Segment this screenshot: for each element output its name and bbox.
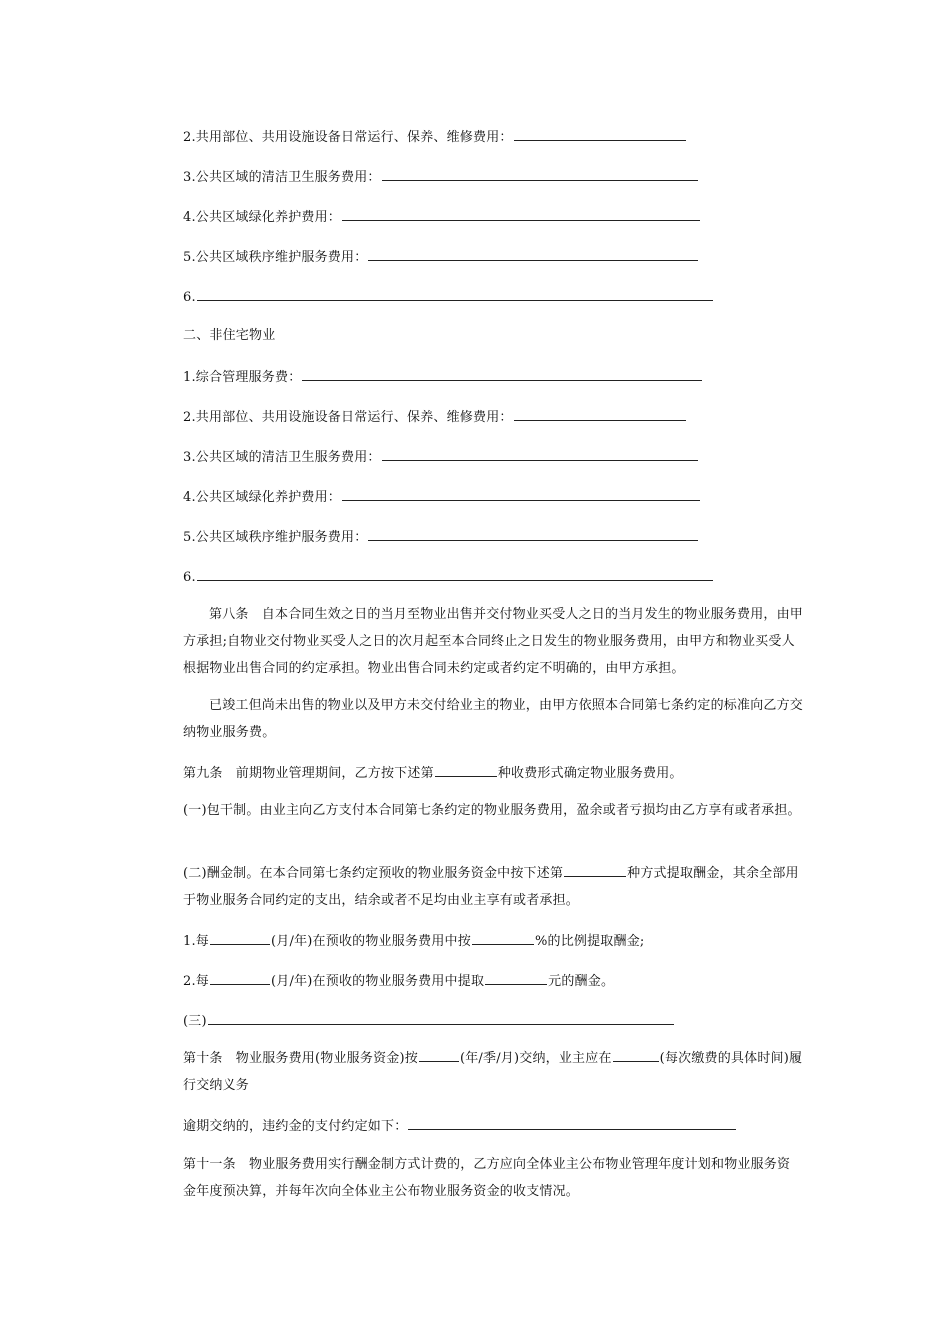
- fee-label: 2.共用部位、共用设施设备日常运行、保养、维修费用：: [183, 410, 513, 425]
- fill-blank: [514, 127, 686, 141]
- fill-blank: [419, 1048, 459, 1062]
- fee-item: [183, 527, 699, 547]
- text: 种方式提取酬金，其余全部用于物业服务合同约定的支出，结余或者不足均由业主享有或者承担。: [183, 866, 799, 908]
- fill-blank: [197, 287, 713, 301]
- reward-option-2: [183, 971, 614, 991]
- section-heading: 二、非住宅物业: [183, 328, 276, 343]
- fee-label: 3.公共区域的清洁卫生服务费用：: [183, 170, 381, 185]
- option-three: [183, 1011, 675, 1031]
- fill-blank: [408, 1116, 736, 1130]
- fill-blank: [368, 527, 698, 541]
- text: (三): [183, 1014, 207, 1029]
- text: %的比例提取酬金;: [534, 934, 645, 949]
- fill-blank: [342, 487, 700, 501]
- fill-blank: [472, 931, 534, 945]
- fill-blank: [613, 1048, 659, 1062]
- fill-blank: [210, 971, 270, 985]
- fee-label: 6.: [183, 570, 196, 585]
- fee-label: 5.公共区域秩序维护服务费用：: [183, 530, 368, 545]
- text: 种收费形式确定物业服务费用。: [497, 766, 683, 781]
- article-9-intro: [183, 763, 683, 783]
- text: 第九条 前期物业管理期间，乙方按下述第: [183, 766, 434, 781]
- fee-item: [183, 407, 687, 427]
- fee-label: 1.综合管理服务费：: [183, 370, 302, 385]
- fill-blank: [564, 863, 626, 877]
- text: 元的酬金。: [548, 974, 615, 989]
- fee-label: 6.: [183, 290, 196, 305]
- fill-blank: [208, 1011, 674, 1025]
- late-payment-clause: [183, 1116, 737, 1136]
- fill-blank: [382, 167, 698, 181]
- text: 逾期交纳的，违约金的支付约定如下：: [183, 1119, 408, 1134]
- fee-item: [183, 207, 701, 227]
- fee-label: 4.公共区域绿化养护费用：: [183, 210, 342, 225]
- fee-label: 5.公共区域秩序维护服务费用：: [183, 250, 368, 265]
- fill-blank: [435, 763, 497, 777]
- article-8-paragraph: 第八条 自本合同生效之日的当月至物业出售并交付物业买受人之日的当月发生的物业服务费用，由甲方承担;自物业交付物业买受人之日的次月起至本合同终止之日发生的物业服务费用，由甲方和物业买受人根据物业出售合同的约定承担。物业出售合同未约定或者约定不明确的，由甲方承担。: [183, 607, 804, 676]
- fill-blank: [514, 407, 686, 421]
- text: (年/季/月)交纳，业主应在: [459, 1051, 612, 1066]
- fee-label: 2.共用部位、共用设施设备日常运行、保养、维修费用：: [183, 130, 513, 145]
- fee-item: [183, 567, 714, 587]
- text: (二)酬金制。在本合同第七条约定预收的物业服务资金中按下述第: [183, 866, 564, 881]
- fill-blank: [368, 247, 698, 261]
- text: (每次缴费的具体时间)履行交纳义务: [183, 1051, 803, 1093]
- fill-blank: [342, 207, 700, 221]
- lump-sum-clause: (一)包干制。由业主向乙方支付本合同第七条约定的物业服务费用，盈余或者亏损均由乙方享有或者承担。: [183, 803, 801, 818]
- text: 1.每: [183, 934, 210, 949]
- fill-blank: [382, 447, 698, 461]
- fee-item: [183, 487, 701, 507]
- article-8-paragraph-2: 已竣工但尚未出售的物业以及甲方未交付给业主的物业，由甲方依照本合同第七条约定的标准向乙方交纳物业服务费。: [183, 698, 804, 740]
- text: 2.每: [183, 974, 210, 989]
- fee-item: [183, 127, 687, 147]
- fee-item: [183, 287, 714, 307]
- article-10-paragraph: [183, 1045, 803, 1099]
- fee-item: [183, 247, 699, 267]
- reward-option-1: [183, 931, 645, 951]
- reward-clause: [183, 860, 803, 914]
- text: (月/年)在预收的物业服务费用中提取: [271, 974, 485, 989]
- fee-item: [183, 447, 699, 467]
- fee-label: 4.公共区域绿化养护费用：: [183, 490, 342, 505]
- article-11-paragraph: 第十一条 物业服务费用实行酬金制方式计费的，乙方应向全体业主公布物业管理年度计划和物业服务资金年度预决算，并每年次向全体业主公布物业服务资金的收支情况。: [183, 1157, 791, 1199]
- fill-blank: [302, 367, 702, 381]
- fill-blank: [197, 567, 713, 581]
- text: (月/年)在预收的物业服务费用中按: [271, 934, 471, 949]
- text: 第十条 物业服务费用(物业服务资金)按: [183, 1051, 418, 1066]
- fee-item: [183, 167, 699, 187]
- fill-blank: [485, 971, 547, 985]
- fill-blank: [210, 931, 270, 945]
- fee-label: 3.公共区域的清洁卫生服务费用：: [183, 450, 381, 465]
- fee-item: [183, 367, 703, 387]
